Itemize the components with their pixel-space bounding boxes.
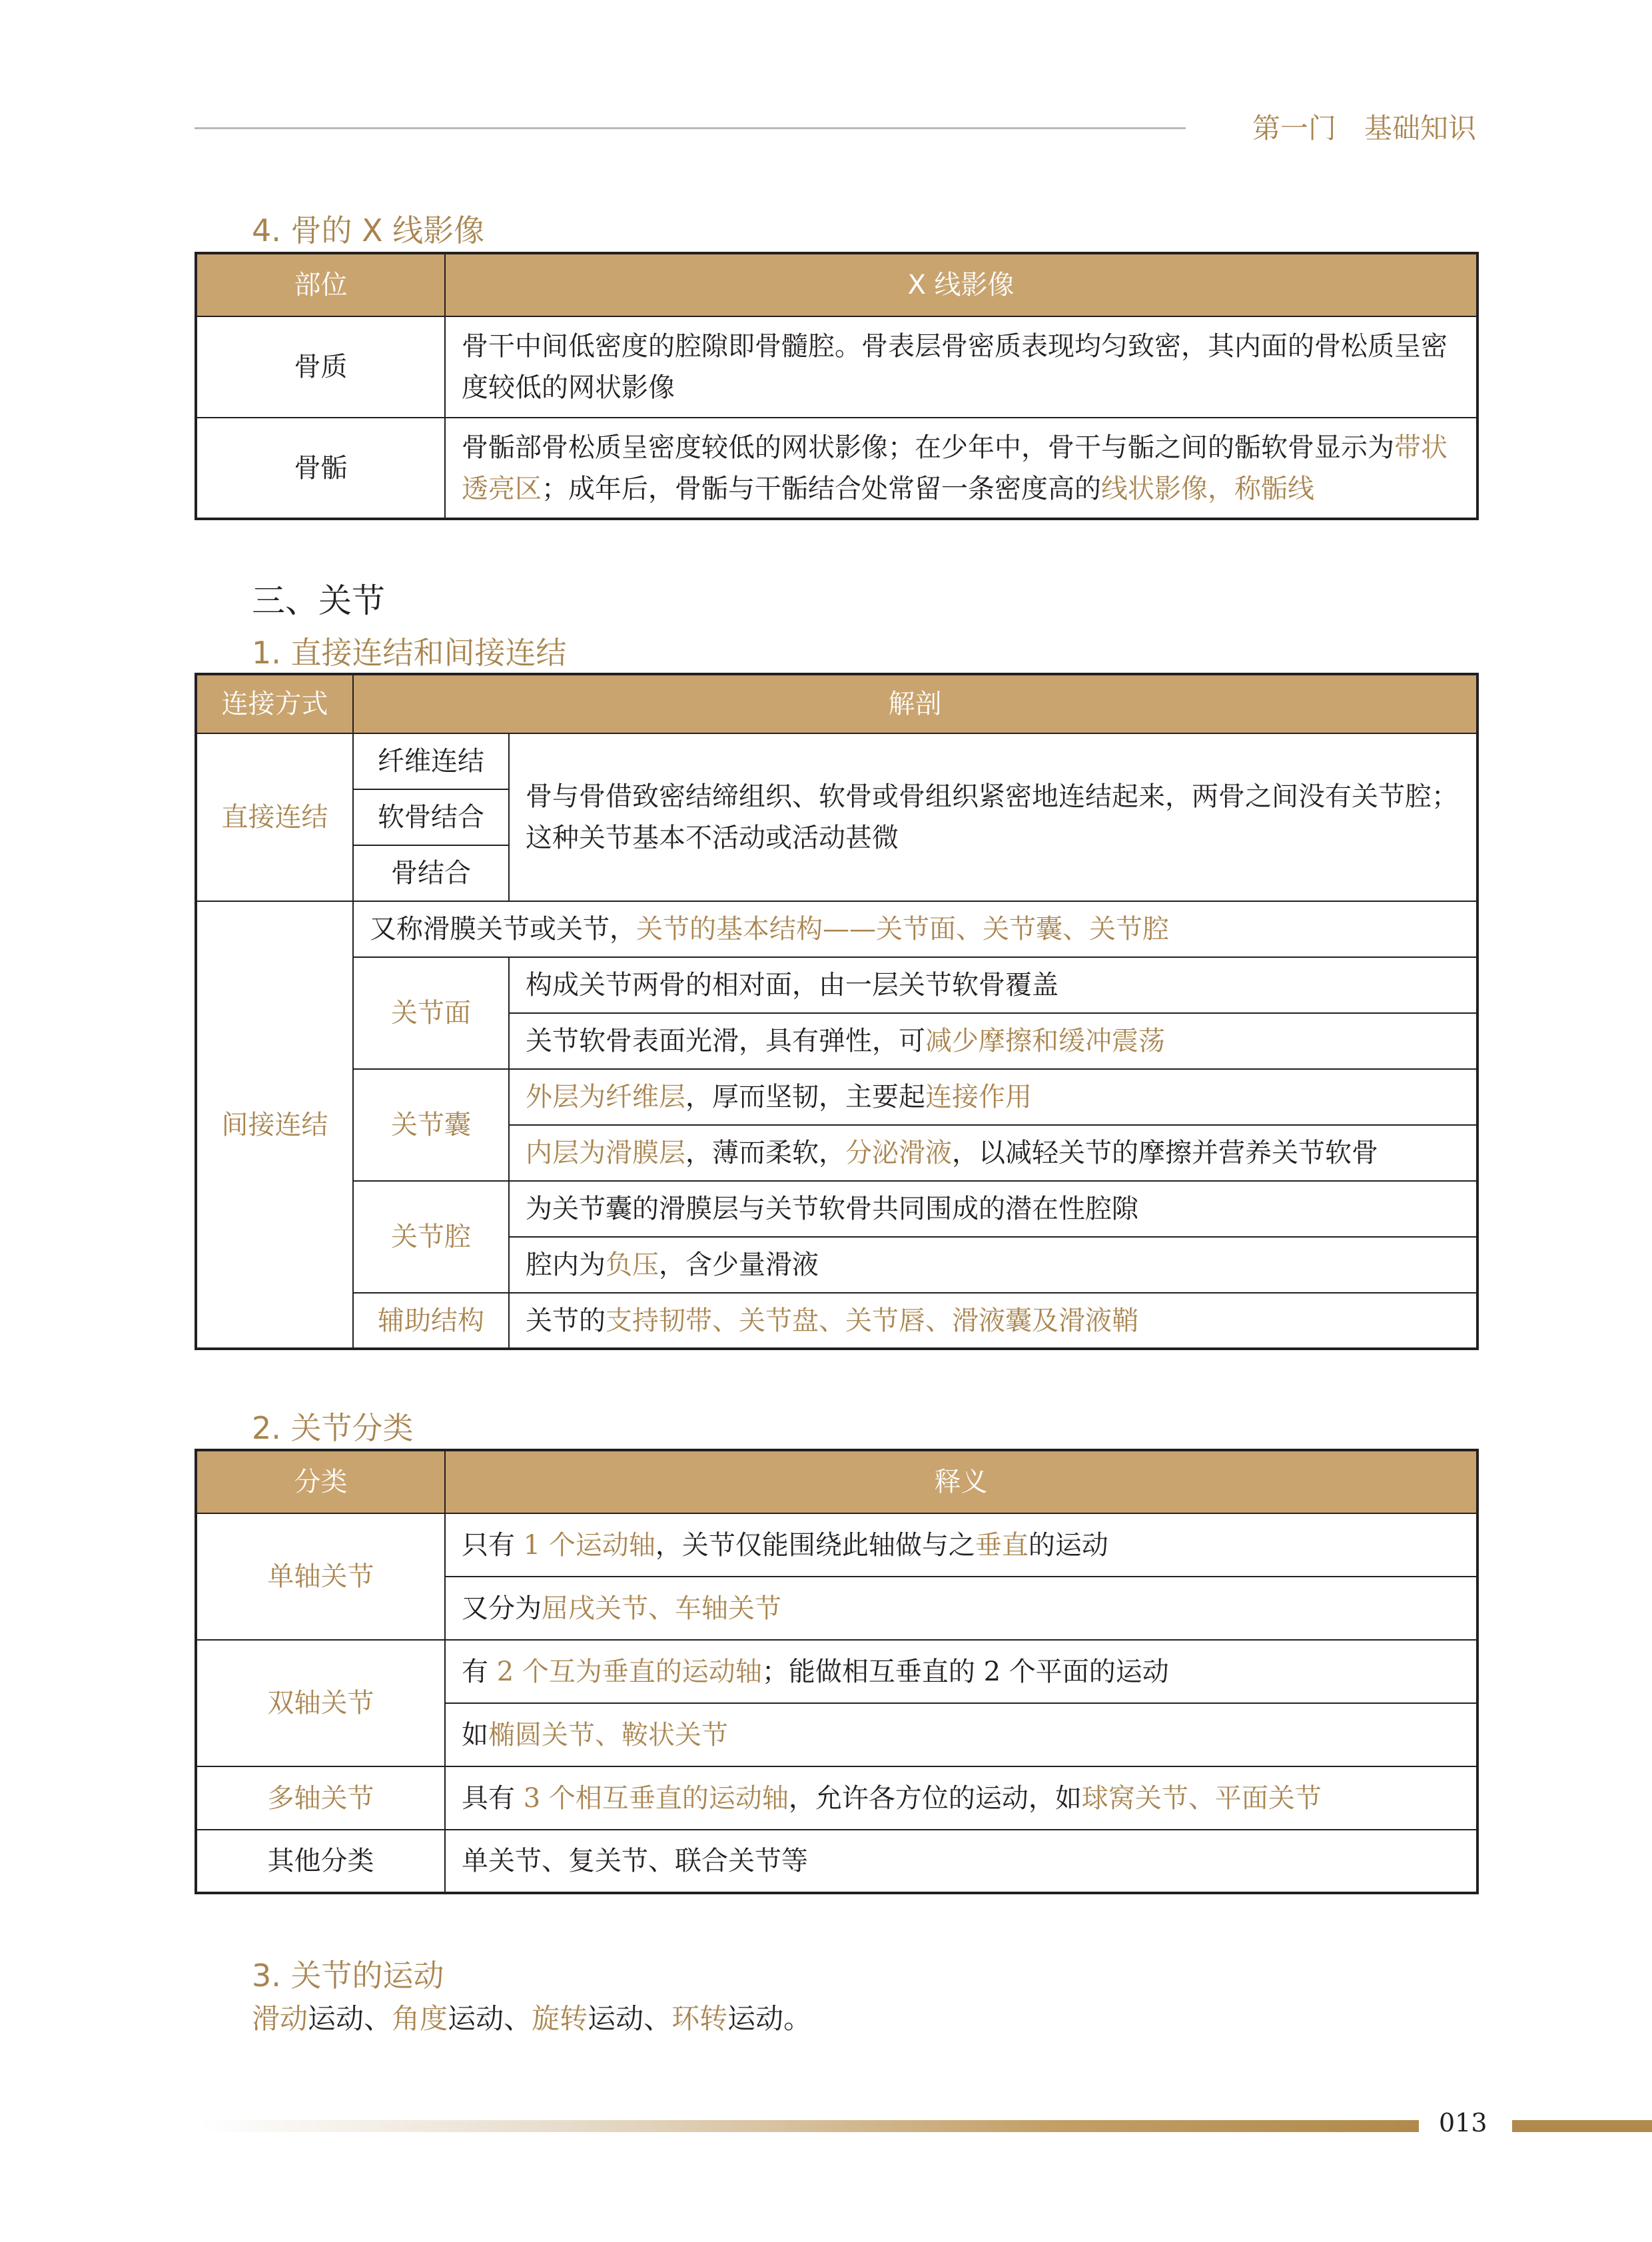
- section-heading: 三、关节: [252, 581, 385, 620]
- direct-type: 软骨结合: [353, 789, 509, 845]
- xray-section-title: 4. 骨的 X 线影像: [252, 212, 485, 248]
- separator: 、: [364, 2002, 392, 2035]
- cell-text: [445, 1513, 1477, 1577]
- text-run: 具有: [462, 1782, 524, 1814]
- cell-text: [509, 1069, 1477, 1125]
- connection-section-title: 1. 直接连结和间接连结: [252, 635, 567, 671]
- highlight-text: 3 个相互垂直的运动轴: [523, 1782, 789, 1814]
- column-header: 解剖: [353, 674, 1477, 733]
- table-header-row: [196, 674, 1477, 733]
- table-row: [196, 1830, 1477, 1893]
- auxiliary-structure-label: 辅助结构: [353, 1293, 509, 1349]
- joint-capsule-label: 关节囊: [353, 1069, 509, 1181]
- highlight-text: 角度: [392, 2002, 448, 2035]
- highlight-text: 球窝关节、平面关节: [1081, 1782, 1322, 1814]
- page-number: 013: [1439, 2108, 1487, 2137]
- cell-text: 为关节囊的滑膜层与关节软骨共同围成的潜在性腔隙: [509, 1181, 1477, 1237]
- biaxial-joint-label: 双轴关节: [196, 1640, 445, 1766]
- table-row: [196, 1766, 1477, 1830]
- indirect-intro: [353, 901, 1477, 957]
- table-row: [196, 901, 1477, 957]
- xray-table: [195, 252, 1479, 520]
- highlight-text: 屈戌关节、车轴关节: [542, 1593, 781, 1624]
- table-header-row: [196, 1450, 1477, 1513]
- highlight-text: 关节的基本结构——关节面、关节囊、关节腔: [636, 914, 1169, 944]
- text-run: ，薄而柔软，: [685, 1138, 845, 1168]
- text-run: 运动: [727, 2002, 784, 2035]
- direct-connection-label: 直接连结: [196, 733, 353, 901]
- text-run: 有: [462, 1656, 497, 1687]
- column-header: 分类: [196, 1450, 445, 1513]
- highlight-text: 旋转: [532, 2002, 588, 2035]
- chapter-label: 第一门: [1252, 112, 1337, 145]
- highlight-text: 连接作用: [925, 1082, 1032, 1112]
- separator: 、: [643, 2002, 672, 2035]
- cell-text: [509, 1013, 1477, 1069]
- highlight-text: 2 个互为垂直的运动轴: [496, 1656, 762, 1687]
- table-row: [196, 957, 1477, 1013]
- column-header: 释义: [445, 1450, 1477, 1513]
- other-classification-label: 其他分类: [196, 1830, 445, 1893]
- table-row: [196, 1293, 1477, 1349]
- highlight-text: 线状影像，称骺线: [1101, 473, 1314, 504]
- highlight-text: 内层为滑膜层: [526, 1138, 685, 1168]
- table-row: [196, 733, 1477, 789]
- row-label: 骨骺: [196, 418, 445, 519]
- table-row: [196, 1640, 1477, 1703]
- cell-text: [445, 1703, 1477, 1766]
- multiaxial-joint-label: 多轴关节: [196, 1766, 445, 1830]
- text-run: 关节软骨表面光滑，具有弹性，可: [526, 1026, 925, 1056]
- chapter-title: 基础知识: [1364, 112, 1477, 145]
- text-run: 。: [783, 2002, 812, 2035]
- highlight-text: 环转: [671, 2002, 728, 2035]
- column-header: 连接方式: [196, 674, 353, 733]
- direct-description: 骨与骨借致密结缔组织、软骨或骨组织紧密地连结起来，两骨之间没有关节腔；这种关节基本不活动或活动甚微: [509, 733, 1477, 901]
- cell-text: [445, 1577, 1477, 1640]
- connection-table: [195, 673, 1479, 1350]
- text-run: 又分为: [462, 1593, 542, 1624]
- table-row: [196, 316, 1477, 418]
- text-run: 腔内为: [526, 1250, 606, 1280]
- row-description: [445, 418, 1477, 519]
- text-run: ，允许各方位的运动，如: [788, 1782, 1082, 1814]
- running-header: [1252, 107, 1476, 147]
- uniaxial-joint-label: 单轴关节: [196, 1513, 445, 1640]
- text-run: ；成年后，骨骺与干骺结合处常留一条密度高的: [542, 473, 1101, 504]
- text-run: 运动: [588, 2002, 644, 2035]
- highlight-text: 1 个运动轴: [523, 1529, 655, 1561]
- highlight-text: 负压: [606, 1250, 659, 1280]
- header-rule: [195, 127, 1186, 129]
- direct-type: 纤维连结: [353, 733, 509, 789]
- column-header: X 线影像: [445, 253, 1477, 316]
- table-row: [196, 1181, 1477, 1237]
- text-run: 的运动: [1028, 1529, 1108, 1561]
- movement-list: [252, 1997, 811, 2037]
- text-run: 又称滑膜关节或关节，: [370, 914, 636, 944]
- highlight-text: 垂直: [975, 1529, 1029, 1561]
- text-run: 如: [462, 1719, 488, 1750]
- footer-gradient-bar: [200, 2120, 1419, 2132]
- column-header: 部位: [196, 253, 445, 316]
- indirect-connection-label: 间接连结: [196, 901, 353, 1349]
- articular-surface-label: 关节面: [353, 957, 509, 1069]
- text-run: 运动: [308, 2002, 364, 2035]
- cell-text: 构成关节两骨的相对面，由一层关节软骨覆盖: [509, 957, 1477, 1013]
- text-run: 只有: [462, 1529, 524, 1561]
- highlight-text: 带状透亮区: [462, 432, 1447, 504]
- cell-text: [509, 1125, 1477, 1181]
- footer-accent-bar: [1512, 2120, 1652, 2132]
- classification-section-title: 2. 关节分类: [252, 1410, 414, 1446]
- cell-text: [509, 1237, 1477, 1293]
- cell-text: 单关节、复关节、联合关节等: [445, 1830, 1477, 1893]
- table-row: [196, 1513, 1477, 1577]
- row-description: 骨干中间低密度的腔隙即骨髓腔。骨表层骨密质表现均匀致密，其内面的骨松质呈密度较低的网状影像: [445, 316, 1477, 418]
- text-run: ，关节仅能围绕此轴做与之: [655, 1529, 975, 1561]
- separator: 、: [504, 2002, 532, 2035]
- table-row: [196, 418, 1477, 519]
- highlight-text: 滑动: [252, 2002, 308, 2035]
- text-run: ，厚而坚韧，主要起: [685, 1082, 925, 1112]
- highlight-text: 支持韧带、关节盘、关节唇、滑液囊及滑液鞘: [606, 1305, 1138, 1336]
- row-label: 骨质: [196, 316, 445, 418]
- movement-section-title: 3. 关节的运动: [252, 1958, 444, 1994]
- text-run: 关节的: [526, 1305, 606, 1336]
- text-run: 骨骺部骨松质呈密度较低的网状影像；在少年中，骨干与骺之间的骺软骨显示为: [462, 432, 1394, 463]
- text-run: ；能做相互垂直的 2 个平面的运动: [761, 1656, 1169, 1687]
- cell-text: [445, 1640, 1477, 1703]
- joint-cavity-label: 关节腔: [353, 1181, 509, 1293]
- text-run: ，含少量滑液: [659, 1250, 819, 1280]
- table-header-row: [196, 253, 1477, 316]
- cell-text: [445, 1766, 1477, 1830]
- highlight-text: 减少摩擦和缓冲震荡: [925, 1026, 1165, 1056]
- highlight-text: 分泌滑液: [845, 1138, 952, 1168]
- table-row: [196, 1069, 1477, 1125]
- text-run: 运动: [448, 2002, 504, 2035]
- text-run: ，以减轻关节的摩擦并营养关节软骨: [952, 1138, 1378, 1168]
- classification-table: [195, 1449, 1479, 1894]
- cell-text: [509, 1293, 1477, 1349]
- direct-type: 骨结合: [353, 845, 509, 901]
- highlight-text: 外层为纤维层: [526, 1082, 685, 1112]
- highlight-text: 椭圆关节、鞍状关节: [488, 1719, 728, 1750]
